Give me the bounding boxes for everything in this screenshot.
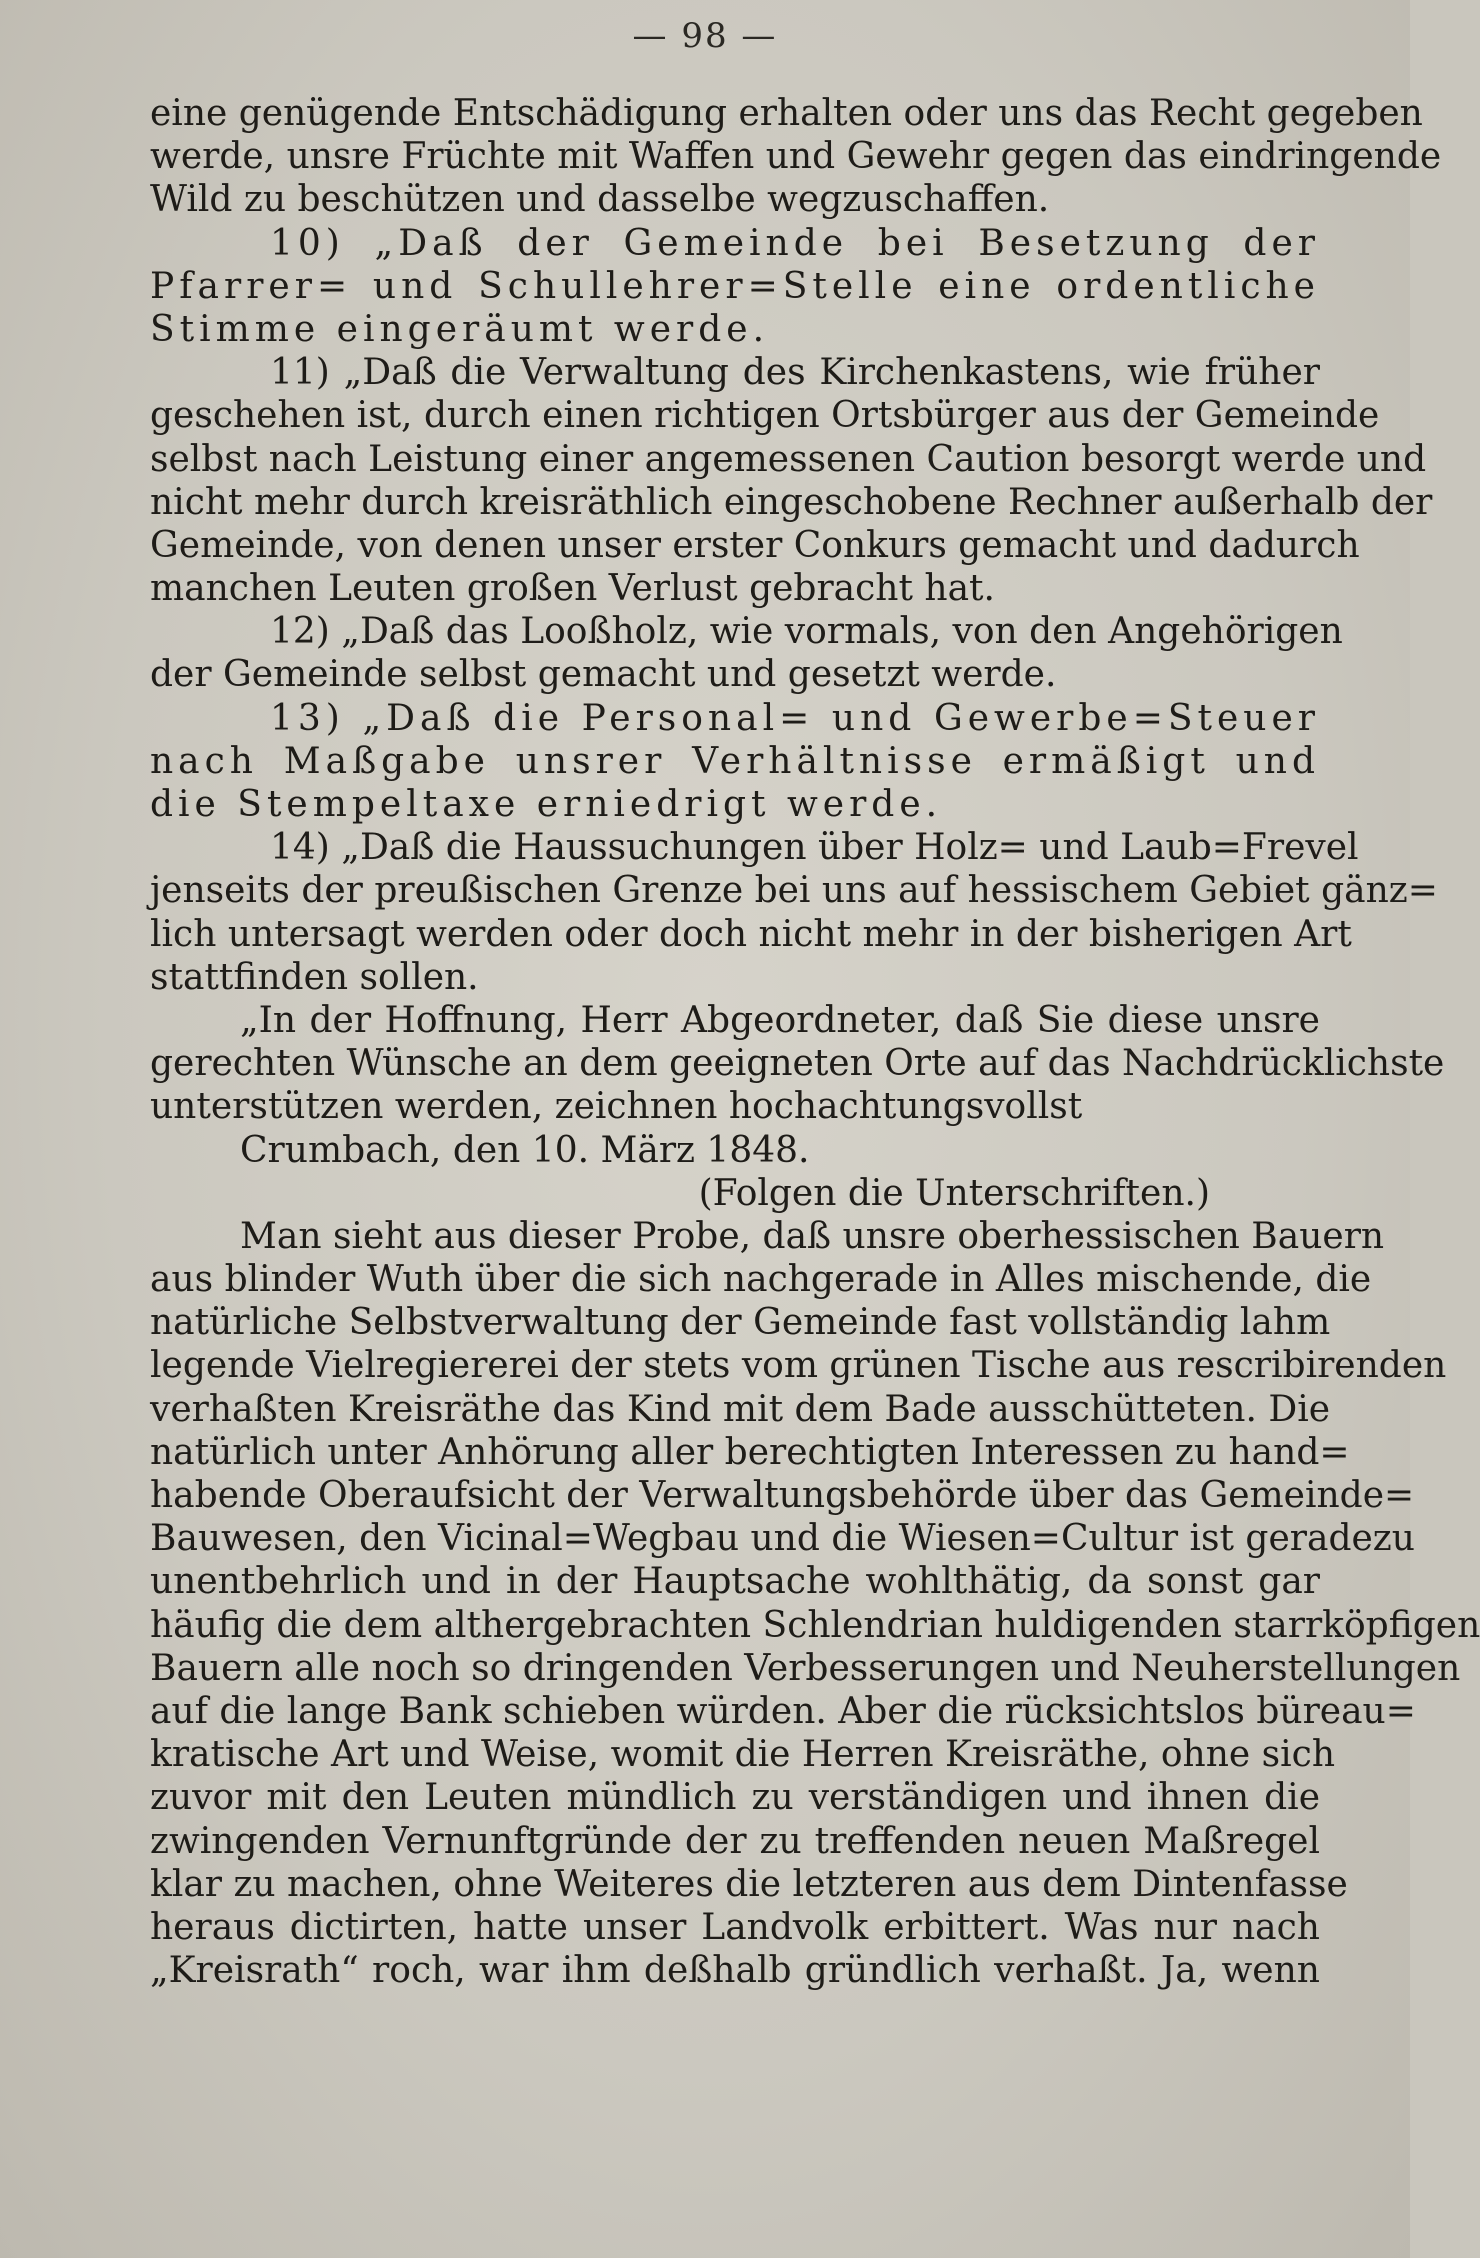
text-line: Pfarrer= und Schullehrer=Stelle eine ordentliche xyxy=(150,265,1320,307)
text-line: unentbehrlich und in der Hauptsache wohlthätig, da sonst gar xyxy=(150,1561,1320,1603)
item-10-heading: 10) „Daß der Gemeinde bei Besetzung der xyxy=(270,222,1320,264)
text-line: die Stempeltaxe erniedrigt werde. xyxy=(150,784,943,825)
item-14-heading: 14) „Daß die Haussuchungen über Holz= und Laub=Frevel xyxy=(270,827,1359,869)
text-line: natürliche Selbstverwaltung der Gemeinde fast vollständig lahm xyxy=(150,1302,1331,1344)
text-line: auf die lange Bank schieben würden. Aber die rücksichtslos büreau= xyxy=(150,1690,1416,1732)
text-line: habende Oberaufsicht der Verwaltungsbehörde über das Gemeinde= xyxy=(150,1475,1415,1516)
text-line: zwingenden Vernunftgründe der zu treffenden neuen Maßregel xyxy=(150,1820,1320,1862)
text-line: Bauwesen, den Vicinal=Wegbau und die Wiesen=Cultur ist geradezu xyxy=(150,1518,1415,1560)
item-13-heading: 13) „Daß die Personal= und Gewerbe=Steuer xyxy=(270,697,1320,739)
body-text xyxy=(150,92,1480,1992)
text-line: „Kreisrath“ roch, war ihm deßhalb gründlich verhaßt. Ja, wenn xyxy=(150,1950,1320,1992)
text-line: kratische Art und Weise, womit die Herren Kreisräthe, ohne sich xyxy=(150,1734,1336,1776)
text-line: nach Maßgabe unsrer Verhältnisse ermäßigt und xyxy=(150,740,1320,782)
signatures-note: (Folgen die Unterschriften.) xyxy=(698,1172,1210,1214)
text-line: verhaßten Kreisräthe das Kind mit dem Bade ausschütteten. Die xyxy=(150,1388,1331,1430)
text-line: natürlich unter Anhörung aller berechtigten Interessen zu hand= xyxy=(150,1431,1350,1473)
text-line: selbst nach Leistung einer angemessenen Caution besorgt werde und xyxy=(150,438,1427,480)
place-date-line: Crumbach, den 10. März 1848. xyxy=(240,1129,810,1171)
text-line: geschehen ist, durch einen richtigen Ortsbürger aus der Gemeinde xyxy=(150,395,1380,437)
closing-paragraph-start: „In der Hoffnung, Herr Abgeordneter, daß Sie diese unsre xyxy=(240,999,1320,1041)
text-line: legende Vielregiererei der stets vom grünen Tische aus rescribirenden xyxy=(150,1345,1447,1387)
text-line: gerechten Wünsche an dem geeigneten Orte auf das Nachdrücklichste xyxy=(150,1043,1445,1085)
text-line: manchen Leuten großen Verlust gebracht hat. xyxy=(150,568,995,610)
text-line: aus blinder Wuth über die sich nachgerade in Alles mischende, die xyxy=(150,1259,1372,1301)
text-line: eine genügende Entschädigung erhalten oder uns das Recht gegeben xyxy=(150,93,1423,134)
text-line: häufig die dem althergebrachten Schlendrian huldigenden starrköpfigen xyxy=(150,1604,1480,1646)
text-line: unterstützen werden, zeichnen hochachtungsvollst xyxy=(150,1086,1083,1128)
text-line: heraus dictirten, hatte unser Landvolk erbittert. Was nur nach xyxy=(150,1906,1320,1948)
text-line: zuvor mit den Leuten mündlich zu verständigen und ihnen die xyxy=(150,1777,1320,1819)
text-line: nicht mehr durch kreisräthlich eingeschobene Rechner außerhalb der xyxy=(150,481,1433,523)
text-line: Stimme eingeräumt werde. xyxy=(150,308,770,350)
page-number: — 98 — xyxy=(632,16,778,56)
text-line: Bauern alle noch so dringenden Verbesserungen und Neuherstellungen xyxy=(150,1647,1461,1689)
text-line: Wild zu beschützen und dasselbe wegzuschaffen. xyxy=(150,179,1050,221)
text-line: lich untersagt werden oder doch nicht mehr in der bisherigen Art xyxy=(150,913,1352,955)
text-line: jenseits der preußischen Grenze bei uns auf hessischem Gebiet gänz= xyxy=(150,870,1438,912)
text-line: klar zu machen, ohne Weiteres die letzteren aus dem Dintenfasse xyxy=(150,1863,1348,1905)
text-line: stattfinden sollen. xyxy=(150,956,479,998)
item-12-heading: 12) „Daß das Looßholz, wie vormals, von den Angehörigen xyxy=(270,611,1343,653)
commentary-paragraph-start: Man sieht aus dieser Probe, daß unsre oberhessischen Bauern xyxy=(240,1215,1385,1257)
text-line: der Gemeinde selbst gemacht und gesetzt werde. xyxy=(150,654,1057,696)
item-11-heading: 11) „Daß die Verwaltung des Kirchenkastens, wie früher xyxy=(270,352,1320,394)
text-line: Gemeinde, von denen unser erster Conkurs gemacht und dadurch xyxy=(150,524,1360,566)
text-line: werde, unsre Früchte mit Waffen und Gewehr gegen das eindringende xyxy=(150,136,1442,178)
